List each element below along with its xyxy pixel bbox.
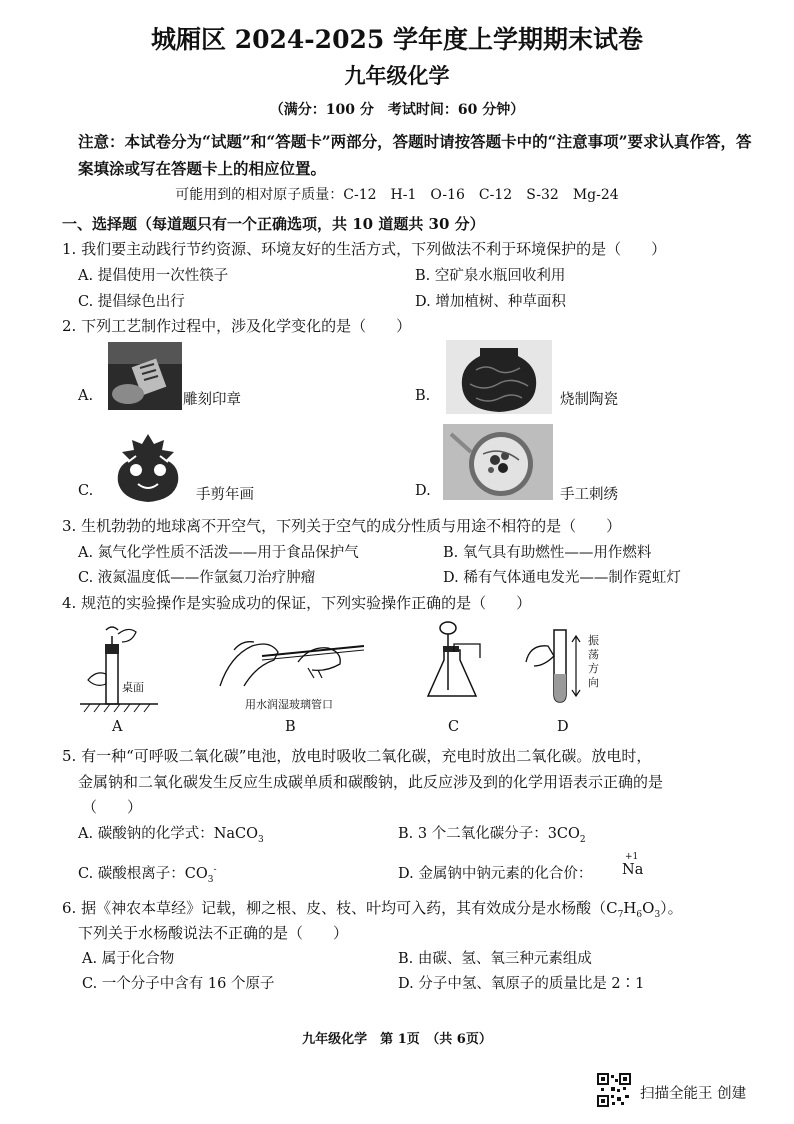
- q1-option-d: D. 增加植树、种草面积: [415, 294, 566, 310]
- label-shake-1: 振: [588, 634, 599, 647]
- notice-text: 注意：本试卷分为“试题”和“答题卡”两部分，答题时请按答题卡中的“注意事项”要求认真作答，答案填涂或写在答题卡上的相应位置。: [78, 132, 752, 178]
- seal-carving-photo: [108, 342, 182, 410]
- q4-letter-a: A: [112, 719, 123, 735]
- q6-option-a: A. 属于化合物: [82, 951, 175, 967]
- lab-diagram-a: [80, 620, 160, 720]
- q2-option-a-letter: A.: [78, 388, 94, 404]
- q2-option-b-letter: B.: [415, 388, 431, 404]
- section-title: 一、选择题（每道题只有一个正确选项，共 10 道题共 30 分）: [62, 215, 485, 233]
- q5-valence-mark: +1: [625, 852, 639, 862]
- qr-code-icon: [597, 1073, 631, 1107]
- q1-option-c: C. 提倡绿色出行: [78, 294, 185, 310]
- atomic-masses: 可能用到的相对原子质量：C-12 H-1 O-16 C-12 S-32 Mg-24: [175, 187, 619, 203]
- q2-option-a-caption: 雕刻印章: [183, 392, 241, 408]
- q4-letter-d: D: [557, 719, 569, 735]
- q3-option-a: A. 氮气化学性质不活泼——用于食品保护气: [78, 545, 359, 561]
- q1-option-b: B. 空矿泉水瓶回收利用: [415, 268, 566, 284]
- question-1-stem: 1. 我们要主动践行节约资源、环境友好的生活方式，下列做法不利于环境保护的是（ ）: [62, 240, 667, 258]
- label-glass-tube: 用水润湿玻璃管口: [245, 698, 333, 711]
- q1-option-a: A. 提倡使用一次性筷子: [78, 268, 229, 284]
- question-6-stem-line-1: 6. 据《神农本草经》记载，柳之根、皮、枝、叶均可入药，其有效成分是水杨酸$(C_7H_6O_3)$。: [62, 899, 683, 920]
- q3-option-b: B. 氧气具有助燃性——用作燃料: [443, 545, 652, 561]
- q5-option-d: D. 金属钠中钠元素的化合价：: [398, 866, 593, 882]
- q6-option-b: B. 由碳、氢、氧三种元素组成: [398, 951, 592, 967]
- scanner-brand: 扫描全能王 创建: [640, 1086, 747, 1102]
- q4-letter-c: C: [448, 719, 460, 735]
- exam-title: 城厢区 2024-2025 学年度上学期期末试卷: [151, 25, 643, 54]
- q2-option-c-letter: C.: [78, 483, 94, 499]
- question-2-stem: 2. 下列工艺制作过程中，涉及化学变化的是（ ）: [62, 317, 412, 335]
- question-5-stem-line-3: （ ）: [82, 798, 143, 816]
- question-4-stem: 4. 规范的实验操作是实验成功的保证，下列实验操作正确的是（ ）: [62, 594, 532, 612]
- q2-option-d-caption: 手工刺绣: [560, 487, 618, 503]
- q6-option-d: D. 分子中氢、氧原子的质量比是 2∶1: [398, 976, 645, 992]
- q2-option-d-letter: D.: [415, 483, 431, 499]
- exam-subtitle: 九年级化学: [344, 63, 450, 88]
- porcelain-vase-photo: [446, 340, 552, 414]
- q2-option-c-caption: 手剪年画: [196, 487, 254, 503]
- q2-option-b-caption: 烧制陶瓷: [560, 392, 618, 408]
- score-info: （满分：100 分 考试时间：60 分钟）: [269, 102, 525, 118]
- question-5-stem-line-2: 金属钠和二氧化碳发生反应生成碳单质和碳酸钠，此反应涉及到的化学用语表示正确的是: [78, 773, 664, 791]
- question-6-stem-line-2: 下列关于水杨酸说法不正确的是（ ）: [78, 924, 349, 942]
- label-shake-4: 向: [588, 676, 599, 689]
- q5-option-a: A. 碳酸钠的化学式：NaCO$_3$: [78, 826, 264, 845]
- page-footer: 九年级化学 第 1页 （共 6页）: [302, 1032, 492, 1047]
- label-desk: 桌面: [122, 681, 144, 694]
- q5-option-c: C. 碳酸根离子：$CO_3^-$: [78, 865, 217, 885]
- label-shake-2: 荡: [588, 648, 599, 661]
- lab-diagram-c: [428, 620, 488, 710]
- question-3-stem: 3. 生机勃勃的地球离不开空气，下列关于空气的成分性质与用途不相符的是（ ）: [62, 517, 622, 535]
- q5-sodium-symbol: Na: [622, 862, 644, 878]
- q3-option-c: C. 液氮温度低——作氩氦刀治疗肿瘤: [78, 570, 316, 586]
- q4-letter-b: B: [285, 719, 296, 735]
- q3-option-d: D. 稀有气体通电发光——制作霓虹灯: [443, 570, 681, 586]
- q6-option-c: C. 一个分子中含有 16 个原子: [82, 976, 275, 992]
- lab-diagram-b: [214, 628, 370, 690]
- paper-cut-photo: [108, 432, 188, 502]
- label-shake-3: 方: [588, 662, 599, 675]
- q5-option-b: B. 3 个二氧化碳分子：$3CO_2$: [398, 826, 586, 845]
- question-5-stem-line-1: 5. 有一种“可呼吸二氧化碳”电池，放电时吸收二氧化碳，充电时放出二氧化碳。放电时，: [62, 747, 652, 765]
- embroidery-photo: [443, 424, 553, 500]
